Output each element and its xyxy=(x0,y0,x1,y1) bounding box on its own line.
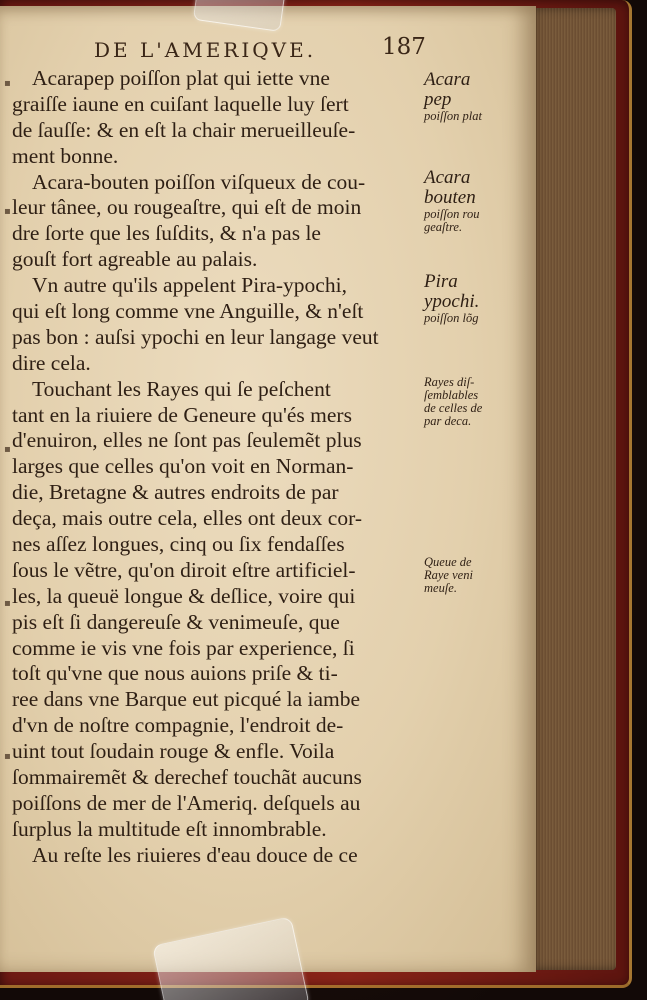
text-line: Acara-bouten poiſſon viſqueux de cou- xyxy=(32,169,366,194)
text-line: dire cela. xyxy=(12,350,91,375)
printed-page xyxy=(0,6,536,972)
margin-note-heading: Acara xyxy=(424,167,471,188)
margin-note-text: Raye veni xyxy=(424,568,473,583)
margin-note-text: poiſſon plat xyxy=(424,108,482,123)
text-line: Vn autre qu'ils appelent Pira-ypochi, xyxy=(32,273,347,298)
text-line: graiſſe iaune en cuiſant laquelle luy ſert xyxy=(12,91,349,116)
text-line: ſurplus la multitude eſt innombrable. xyxy=(12,816,327,841)
margin-note-text: meuſe. xyxy=(424,581,457,596)
margin-note-heading: bouten xyxy=(424,186,476,208)
text-line: dre ſorte que les ſuſdits, & n'a pas le xyxy=(12,221,321,246)
gutter-mark: ▪ xyxy=(4,751,11,762)
margin-note-text: Rayes diſ- xyxy=(424,375,475,389)
text-line: die, Bretagne & autres endroits de par xyxy=(12,480,339,505)
text-line: leur tânee, ou rougeaſtre, qui eſt de moin xyxy=(12,195,362,220)
text-line: tant en la riuiere de Geneure qu'és mers xyxy=(12,402,352,427)
margin-note-heading: Acara xyxy=(424,69,471,90)
text-line: gouſt fort agreable au palais. xyxy=(12,247,258,272)
margin-note-pira-ypochi xyxy=(424,272,534,325)
margin-note-text: poiſſon rou xyxy=(424,206,480,221)
margin-note-text: Queue de xyxy=(424,555,472,569)
margin-note-text: de celles de xyxy=(424,401,483,416)
body-text xyxy=(12,66,428,869)
text-line: ſommairemẽt & derechef touchãt aucuns xyxy=(12,765,362,790)
margin-note-heading: pep xyxy=(424,88,452,110)
margin-note-acarapep xyxy=(424,70,534,123)
gutter-mark: ▪ xyxy=(4,444,11,455)
margin-note-text: ſemblables xyxy=(424,388,479,403)
text-line: Au reſte les riuieres d'eau douce de ce xyxy=(32,842,358,867)
page-number: 187 xyxy=(382,34,426,60)
text-line: uint tout ſoudain rouge & enfle. Voila xyxy=(12,739,335,764)
text-line: d'vn de noſtre compagnie, l'endroit de- xyxy=(12,713,344,738)
text-line: d'enuiron, elles ne ſont pas ſeulemẽt plus xyxy=(12,428,362,453)
gutter-mark: ▪ xyxy=(4,78,11,89)
text-line: pas bon : auſsi ypochi en leur langage veut xyxy=(12,324,379,349)
text-line: pis eſt ſi dangereuſe & venimeuſe, que xyxy=(12,609,340,634)
text-line: les, la queuë longue & deſlice, voire qui xyxy=(12,583,356,608)
text-line: toſt qu'vne que nous auions priſe & ti- xyxy=(12,661,338,686)
page-block-edges xyxy=(528,8,616,970)
text-line: comme ie vis vne fois par experience, ſi xyxy=(12,635,355,660)
gutter-mark: ▪ xyxy=(4,206,11,217)
margin-note-text: geaſtre. xyxy=(424,220,463,234)
margin-note-acara-bouten xyxy=(424,168,534,234)
text-line: qui eſt long comme vne Anguille, & n'eſt xyxy=(12,299,364,324)
text-line: deça, mais outre cela, elles ont deux cor- xyxy=(12,506,362,531)
margin-note-text: par deca. xyxy=(424,414,472,429)
text-line: poiſſons de mer de l'Ameriq. deſquels au xyxy=(12,790,361,815)
margin-note-queue-de-raye xyxy=(424,556,534,595)
running-title: DE L'AMERIQVE. xyxy=(94,38,317,62)
gutter-mark: ▪ xyxy=(4,598,11,609)
text-line: larges que celles qu'on voit en Norman- xyxy=(12,454,354,479)
text-line: ree dans vne Barque eut picqué la iambe xyxy=(12,687,361,712)
text-line: ment bonne. xyxy=(12,143,119,168)
text-line: Touchant les Rayes qui ſe peſchent xyxy=(32,376,331,401)
margin-note-text: poiſſon lõg xyxy=(424,310,479,325)
text-line: Acarapep poiſſon plat qui iette vne xyxy=(32,66,330,90)
text-line: de ſauſſe: & en eſt la chair merueilleuſe- xyxy=(12,117,356,142)
margin-note-heading: ypochi. xyxy=(424,290,480,312)
margin-note-rayes xyxy=(424,376,534,429)
margin-note-heading: Pira xyxy=(424,271,458,292)
text-line: nes aſſez longues, cinq ou ſix fendaſſes xyxy=(12,532,345,557)
text-line: ſous le vẽtre, qu'on diroit eſtre artificiel- xyxy=(12,557,356,582)
